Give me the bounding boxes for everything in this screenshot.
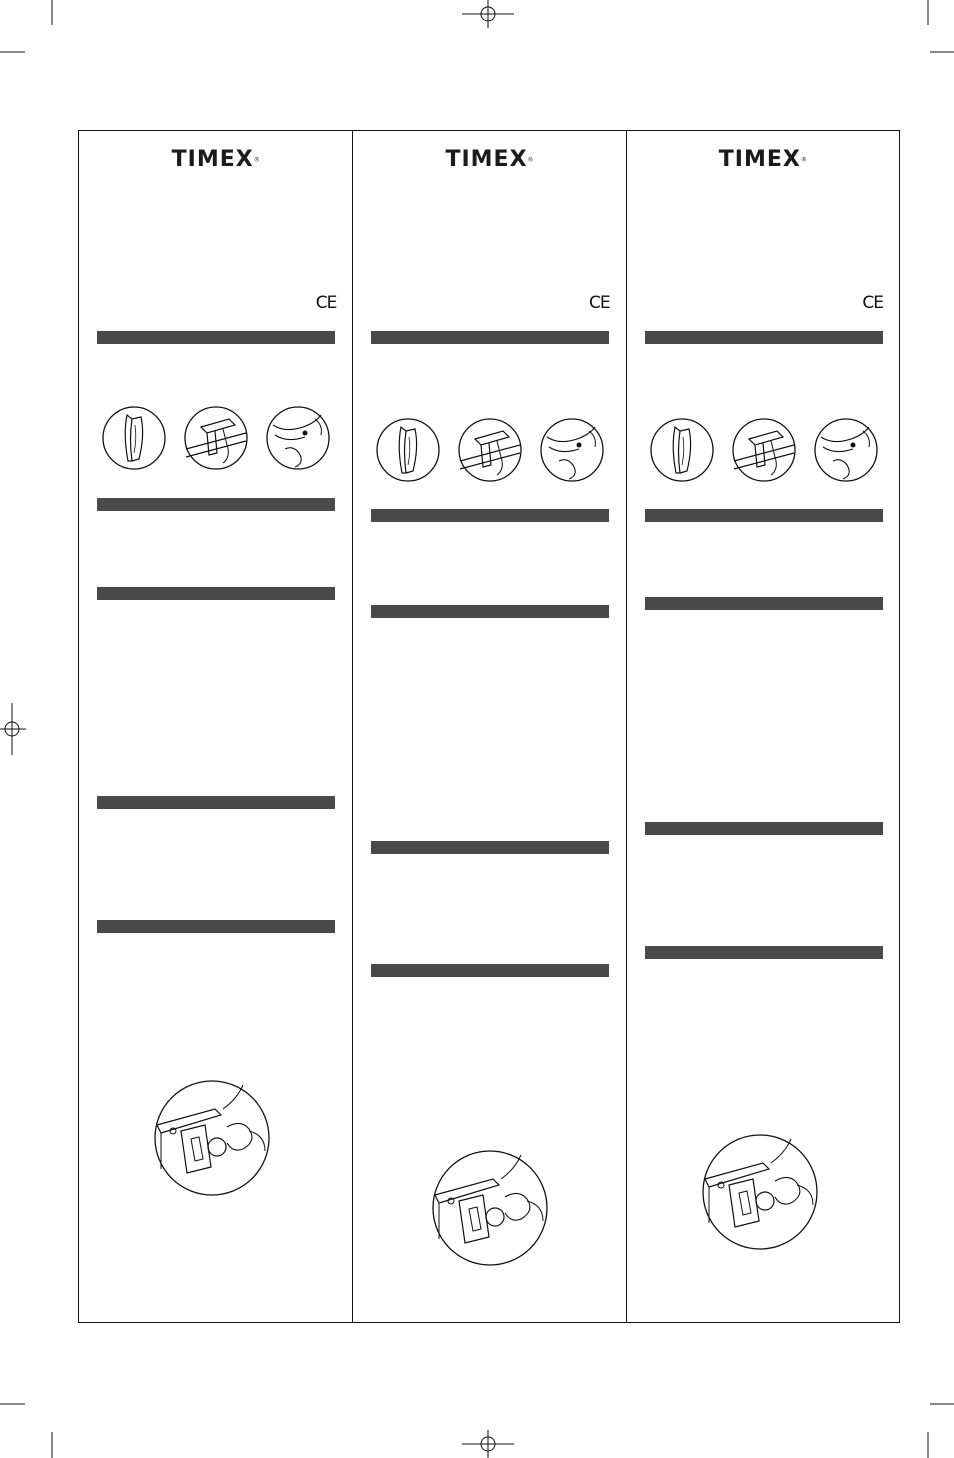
wearing-steps (645, 417, 885, 487)
ce-mark: CE (315, 293, 337, 313)
panel-middle (352, 131, 625, 1322)
battery-replacement-icon (431, 1149, 549, 1267)
wrist-wear-icon (265, 405, 331, 471)
strap-attach-icon (457, 417, 523, 483)
belt-clip-icon (101, 405, 167, 471)
registration-crosshair-icon (462, 0, 514, 28)
section-header-bar (371, 841, 609, 854)
panel-left (79, 131, 352, 1322)
section-header-bar (97, 920, 335, 933)
ce-mark: CE (862, 293, 883, 313)
panel-right (626, 131, 899, 1322)
strap-attach-icon (731, 417, 797, 483)
wrist-wear-icon (539, 417, 605, 483)
belt-clip-icon (649, 417, 715, 483)
wearing-steps (371, 417, 611, 487)
section-header-bar (371, 509, 609, 522)
brand-logo: TIMEX® (171, 147, 260, 172)
section-header-bar (97, 587, 335, 600)
registration-crosshair-icon (0, 703, 26, 755)
section-header-bar (97, 331, 335, 344)
ce-mark: CE (589, 293, 610, 313)
section-header-bar (645, 331, 883, 344)
section-header-bar (645, 597, 883, 610)
section-header-bar (645, 509, 883, 522)
wearing-steps (97, 405, 337, 475)
battery-replacement-icon (701, 1133, 819, 1251)
section-header-bar (371, 964, 609, 977)
belt-clip-icon (375, 417, 441, 483)
wrist-wear-icon (813, 417, 879, 483)
registration-crosshair-icon (462, 1430, 514, 1458)
brand-logo: TIMEX® (445, 147, 534, 172)
brand-logo: TIMEX® (718, 147, 807, 172)
section-header-bar (645, 946, 883, 959)
section-header-bar (371, 331, 609, 344)
battery-replacement-icon (153, 1079, 271, 1197)
section-header-bar (371, 605, 609, 618)
strap-attach-icon (183, 405, 249, 471)
section-header-bar (645, 822, 883, 835)
section-header-bar (97, 498, 335, 511)
section-header-bar (97, 796, 335, 809)
instruction-sheet (78, 130, 900, 1323)
